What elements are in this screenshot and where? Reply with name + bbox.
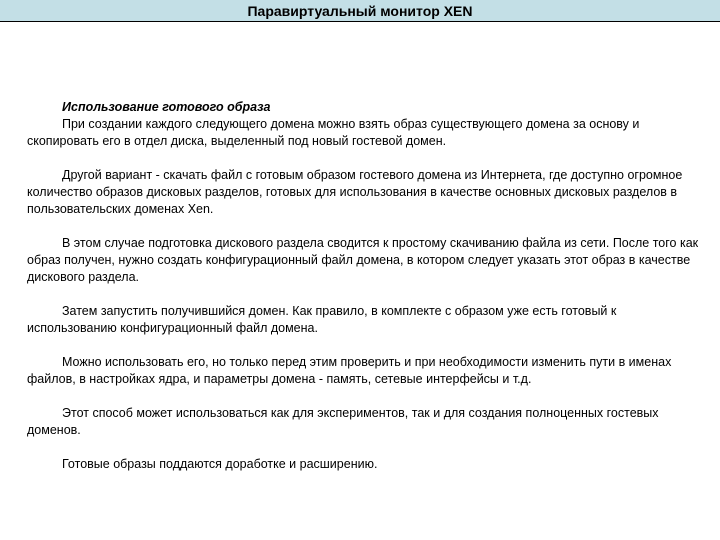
paragraph: Можно использовать его, но только перед этим проверить и при необходимости изменить пути в именах файлов, в настройках ядра, и параметры домена - память, сетевые интерфейсы и т.д. (27, 355, 672, 386)
slide-content (27, 99, 707, 490)
title-bar (0, 0, 720, 22)
section-heading: Использование готового образа (62, 100, 271, 114)
paragraph: В этом случае подготовка дискового раздела сводится к простому скачиванию файла из сети. После того как образ получен, нужно создать конфигурационный файл домена, в котором следует указать этот образ в качестве дискового раздела. (27, 236, 699, 284)
page-title: Паравиртуальный монитор XEN (247, 3, 473, 19)
paragraph: Затем запустить получившийся домен. Как правило, в комплекте с образом уже есть готовый к использованию конфигурационный файл домена. (27, 304, 617, 335)
paragraph: Готовые образы поддаются доработке и расширению. (62, 457, 378, 471)
paragraph: Этот способ может использоваться как для экспериментов, так и для создания полноценных гостевых доменов. (27, 406, 659, 437)
paragraph: При создании каждого следующего домена можно взять образ существующего домена за основу и скопировать его в отдел диска, выделенный под новый гостевой домен. (27, 117, 640, 148)
paragraph: Другой вариант - скачать файл с готовым образом гостевого домена из Интернета, где доступно огромное количество образов дисковых разделов, готовых для использования в качестве основных дисковых разделов в пользовательских доменах Xen. (27, 168, 683, 216)
